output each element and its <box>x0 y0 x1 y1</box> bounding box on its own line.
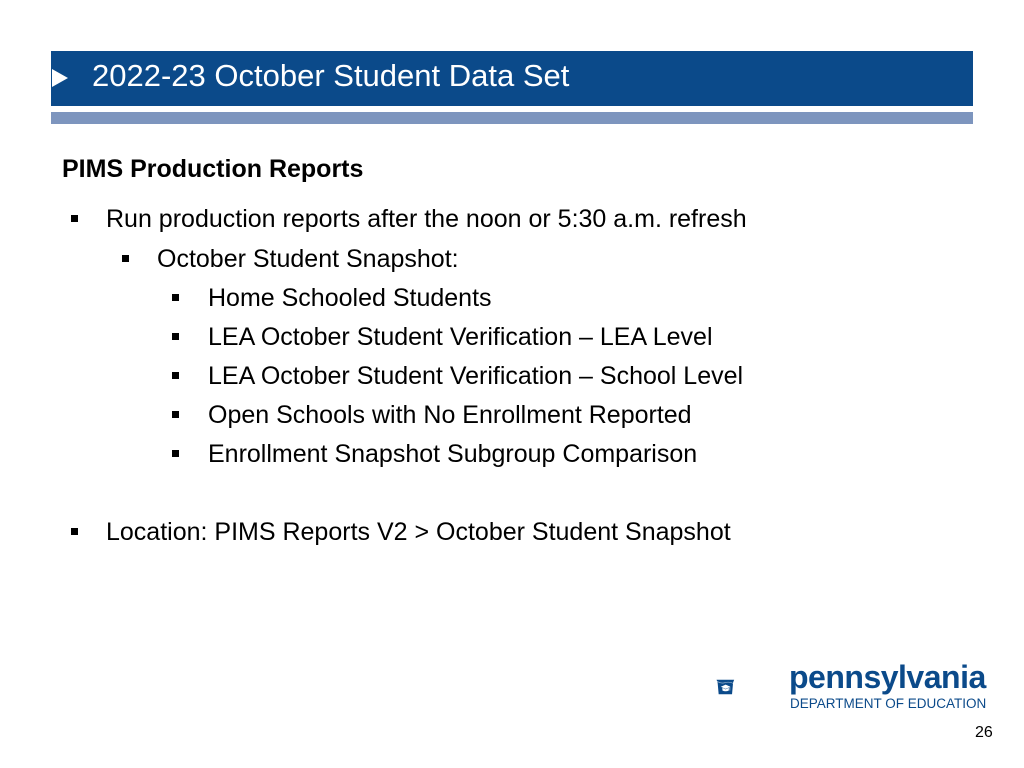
section-title: PIMS Production Reports <box>62 155 364 183</box>
bullet-square-icon <box>122 255 129 262</box>
bullet-square-icon <box>172 333 179 340</box>
bullet-square-icon <box>172 294 179 301</box>
header-divider <box>51 112 973 124</box>
pde-logo <box>716 656 786 718</box>
bullet-item: Home Schooled Students <box>208 284 492 312</box>
bullet-item: Run production reports after the noon or 5:30 a.m. refresh <box>106 205 747 233</box>
logo-subtitle: DEPARTMENT OF EDUCATION <box>790 696 987 711</box>
bullet-item: LEA October Student Verification – LEA Level <box>208 323 713 351</box>
bullet-item: Open Schools with No Enrollment Reported <box>208 401 692 429</box>
bullet-item: LEA October Student Verification – School Level <box>208 362 744 390</box>
bullet-square-icon <box>172 450 179 457</box>
bullet-square-icon <box>172 411 179 418</box>
page-number: 26 <box>975 724 993 741</box>
bullet-item: Location: PIMS Reports V2 > October Student Snapshot <box>106 518 731 546</box>
logo-wordmark: pennsylvania <box>789 659 986 695</box>
arrow-right-icon <box>52 69 68 87</box>
bullet-square-icon <box>71 215 78 222</box>
bullet-item: October Student Snapshot: <box>157 245 459 273</box>
keystone-graduation-cap-icon <box>717 680 735 694</box>
bullet-item: Enrollment Snapshot Subgroup Comparison <box>208 440 698 468</box>
bullet-square-icon <box>172 372 179 379</box>
slide-title: 2022-23 October Student Data Set <box>92 58 570 93</box>
bullet-square-icon <box>71 528 78 535</box>
